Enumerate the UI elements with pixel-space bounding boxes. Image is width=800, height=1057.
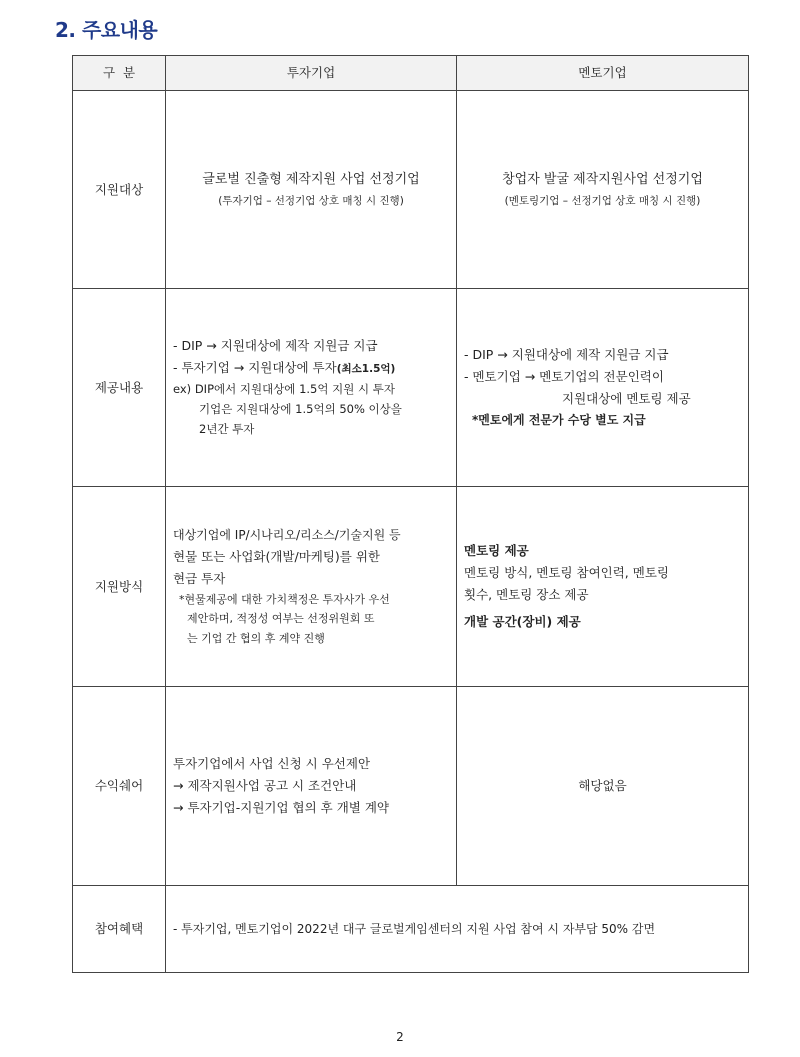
target-investor-sub: (투자기업 – 선정기업 상호 매칭 시 진행) (218, 194, 404, 207)
row-method (73, 487, 749, 687)
content-mentor-note: *멘토에게 전문가 수당 별도 지급 (472, 412, 646, 427)
table-header-row (73, 56, 749, 91)
row-label-content: 제공내용 (73, 288, 166, 487)
method-investor-note1: *현물제공에 대한 가치책정은 투자사가 우선 (179, 593, 390, 607)
revenue-investor-line3: → 투자기업-지원기업 협의 후 개별 계약 (173, 799, 389, 815)
revenue-investor-line1: 투자기업에서 사업 신청 시 우선제안 (173, 756, 371, 772)
content-mentor-line2: - 멘토기업 → 멘토기업의 전문인력이 (464, 369, 664, 385)
cell-revenue-investor (166, 686, 457, 886)
content-investor-line1: - DIP → 지원대상에 제작 지원금 지급 (173, 338, 378, 354)
row-content (73, 288, 749, 487)
method-investor-note2: 제안하며, 적정성 여부는 선정위원회 또 (187, 612, 375, 626)
method-mentor-line2: 횟수, 멘토링 장소 제공 (464, 586, 589, 602)
cell-method-investor (166, 487, 457, 687)
content-investor-line2-small: (최소1.5억) (336, 363, 396, 376)
revenue-investor-line2: → 제작지원사업 공고 시 조건안내 (173, 778, 357, 794)
method-mentor-head1: 멘토링 제공 (464, 542, 529, 558)
content-mentor-line1: - DIP → 지원대상에 제작 지원금 지급 (464, 347, 669, 363)
row-revenue (73, 686, 749, 886)
row-label-method: 지원방식 (73, 487, 166, 687)
content-investor-line2: - 투자기업 → 지원대상에 투자 (173, 360, 337, 376)
method-investor-line2: 현물 또는 사업화(개발/마케팅)를 위한 (173, 549, 381, 565)
cell-target-investor (166, 91, 457, 289)
cell-benefit: - 투자기업, 멘토기업이 2022년 대구 글로벌게임센터의 지원 사업 참여 시 자부담 50% 감면 (166, 886, 749, 973)
row-label-target: 지원대상 (73, 91, 166, 289)
method-mentor-head2: 개발 공간(장비) 제공 (464, 614, 581, 630)
row-label-benefit: 참여혜택 (73, 886, 166, 973)
header-mentor: 멘토기업 (457, 56, 749, 91)
content-investor-line2-wrap (173, 357, 449, 379)
content-investor-line4: 기업은 지원대상에 1.5억의 50% 이상을 (199, 402, 402, 417)
section-title: 2. 주요내용 (55, 18, 158, 42)
method-mentor-line1: 멘토링 방식, 멘토링 참여인력, 멘토링 (464, 564, 669, 580)
cell-content-mentor (457, 288, 749, 487)
method-investor-line3: 현금 투자 (173, 571, 226, 587)
header-investor: 투자기업 (166, 56, 457, 91)
row-target (73, 91, 749, 289)
content-investor-line3: ex) DIP에서 지원대상에 1.5억 지원 시 투자 (173, 382, 395, 397)
content-mentor-line3: 지원대상에 멘토링 제공 (562, 390, 691, 406)
cell-revenue-mentor: 해당없음 (457, 686, 749, 886)
cell-target-mentor (457, 91, 749, 289)
method-investor-note3: 는 기업 간 협의 후 계약 진행 (187, 631, 325, 645)
target-mentor-main: 창업자 발굴 제작지원사업 선정기업 (502, 171, 703, 187)
header-category: 구 분 (73, 56, 166, 91)
content-investor-line5: 2년간 투자 (199, 422, 255, 437)
row-label-revenue: 수익쉐어 (73, 686, 166, 886)
target-investor-main: 글로벌 진출형 제작지원 사업 선정기업 (202, 171, 420, 187)
target-mentor-sub: (멘토링기업 – 선정기업 상호 매칭 시 진행) (504, 194, 701, 207)
method-investor-line1: 대상기업에 IP/시나리오/리소스/기술지원 등 (173, 528, 401, 543)
cell-content-investor (166, 288, 457, 487)
row-benefit (73, 886, 749, 973)
cell-method-mentor (457, 487, 749, 687)
page-number: 2 (396, 1030, 404, 1044)
main-content-table (72, 55, 749, 973)
